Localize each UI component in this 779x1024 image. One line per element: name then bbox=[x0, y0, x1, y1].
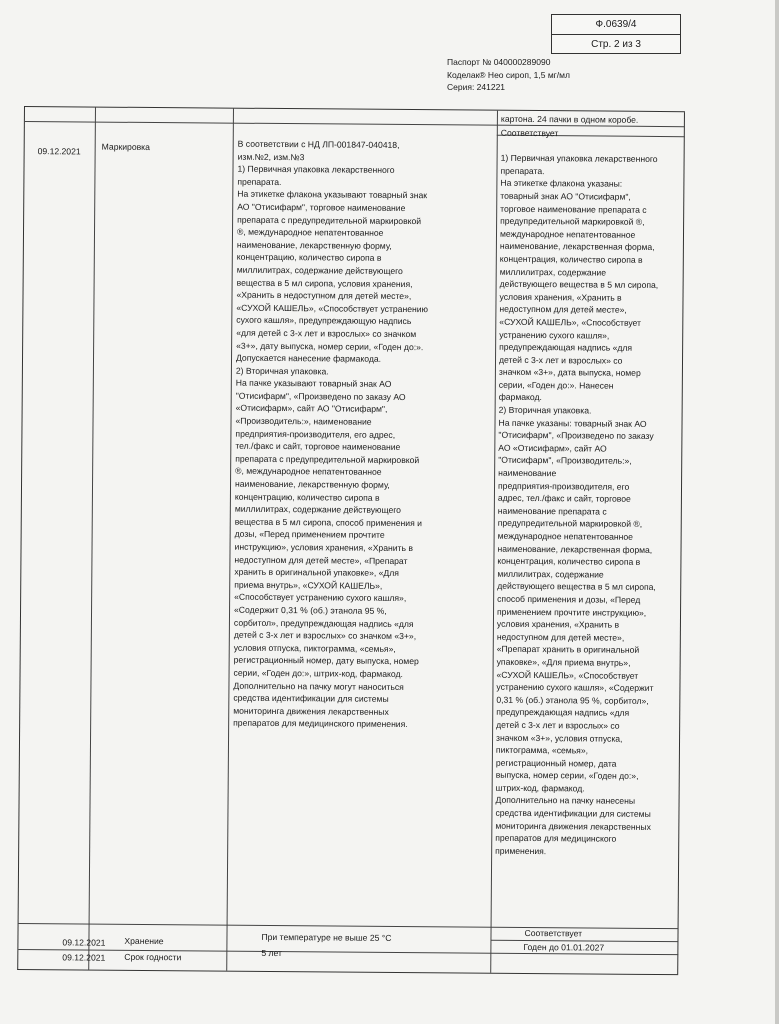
row-indicator: Хранение bbox=[124, 935, 164, 947]
text-line: условия хранения, «Хранить в bbox=[496, 618, 620, 630]
text-line: мониторинга движения лекарственных bbox=[233, 705, 389, 717]
text-line: недоступном для детей месте», bbox=[496, 631, 625, 643]
text-line: На пачке указаны: товарный знак АО bbox=[498, 417, 647, 429]
text-line: "Отисифарм", «Производитель:», bbox=[498, 455, 632, 467]
text-line: пиктограмма, «семья», bbox=[495, 744, 589, 756]
result-text bbox=[495, 127, 659, 859]
text-line: инструкцию», условия хранения, «Хранить в bbox=[234, 541, 413, 554]
text-line: 2) Вторичная упаковка. bbox=[498, 404, 592, 416]
text-line: «3+», дату выпуска, номер серии, «Годен до:». bbox=[236, 340, 424, 352]
text-line: наименование, лекарственную форму, bbox=[235, 478, 390, 490]
text-line: На этикетке флакона указаны: bbox=[500, 178, 623, 190]
norm-text: При температуре не выше 25 °С bbox=[261, 931, 392, 943]
text-line: Дополнительно на пачку нанесены bbox=[495, 795, 636, 807]
text-line: «Препарат хранить в оригинальной bbox=[496, 644, 640, 656]
text-line: вещества в 5 мл сиропа, способ применения и bbox=[234, 516, 422, 528]
text-line: приема внутрь», «СУХОЙ КАШЕЛЬ», bbox=[234, 579, 383, 591]
text-line: «Отисифарм», сайт АО "Отисифарм", bbox=[235, 403, 388, 415]
passport-header bbox=[447, 56, 570, 94]
text-line: «Содержит 0,31 % (об.) этанола 95 %, bbox=[234, 604, 387, 616]
col-divider bbox=[226, 109, 234, 971]
text-line: Дополнительно на пачку могут наноситься bbox=[233, 680, 404, 692]
text-line: 2) Вторичная упаковка. bbox=[235, 365, 329, 377]
text-line: средства идентификации для системы bbox=[233, 692, 389, 705]
text-line: препарата. bbox=[500, 165, 545, 176]
text-line: наименование, лекарственная форма, bbox=[497, 543, 653, 555]
text-line: способ применения и дозы, «Перед bbox=[497, 593, 641, 605]
passport-number: Паспорт № 040000289090 bbox=[447, 57, 551, 67]
text-line: препаратов для медицинского bbox=[495, 832, 617, 844]
result-text: Соответствует bbox=[524, 927, 583, 939]
row-date: 09.12.2021 bbox=[37, 146, 81, 157]
text-line: наименование, лекарственная форма, bbox=[499, 241, 655, 253]
results-table bbox=[17, 106, 685, 975]
text-line: сухого кашля», предупреждающую надпись bbox=[236, 314, 412, 327]
text-line: регистрационный номер, дата bbox=[495, 757, 617, 769]
text-line: тел./факс и сайт, торговое наименование bbox=[235, 440, 401, 453]
text-line: На пачке указывают товарный знак АО bbox=[235, 377, 392, 390]
text-line: детей с 3-х лет и взрослых» со bbox=[496, 719, 620, 731]
row-date: 09.12.2021 bbox=[62, 937, 106, 948]
text-line: штрих-код, фармакод. bbox=[495, 782, 585, 794]
text-line: наименование bbox=[498, 467, 557, 479]
text-line: ®, международное непатентованное bbox=[236, 226, 384, 238]
row-indicator: Срок годности bbox=[124, 951, 182, 963]
text-line: 1) Первичная упаковка лекарственного bbox=[500, 152, 658, 165]
text-line: торговое наименование препарата с bbox=[500, 203, 647, 215]
text-line: условия отпуска, пиктограмма, «семья», bbox=[233, 642, 396, 654]
norm-text bbox=[233, 138, 429, 731]
text-line: миллилитрах, содержание действующего bbox=[234, 503, 402, 516]
form-code: Ф.0639/4 bbox=[552, 15, 680, 35]
text-line: международное непатентованное bbox=[499, 228, 636, 240]
text-line: Допускается нанесение фармакода. bbox=[235, 352, 382, 364]
text-line: устранению сухого кашля», bbox=[499, 329, 610, 341]
col-divider bbox=[88, 108, 96, 970]
text-line: препарата. bbox=[237, 176, 282, 187]
text-line: предприятия-производителя, его адрес, bbox=[235, 428, 396, 440]
text-line: концентрацию, количество сиропа в bbox=[234, 491, 380, 503]
text-line: сорбитол», предупреждающая надпись «для bbox=[233, 617, 414, 629]
text-line: Соответствует bbox=[500, 127, 559, 139]
text-line: концентрация, количество сиропа в bbox=[497, 555, 641, 568]
text-line: средства идентификации для системы bbox=[495, 807, 651, 820]
text-line: адрес, тел./факс и сайт, торговое bbox=[497, 492, 631, 504]
text-line: условия хранения, «Хранить в bbox=[499, 291, 622, 303]
text-line: «СУХОЙ КАШЕЛЬ», «Способствует устранению bbox=[236, 302, 429, 314]
text-line: концентрация, количество сиропа в bbox=[499, 253, 643, 265]
text-line: применением прочтите инструкцию», bbox=[497, 606, 647, 618]
text-line: предупредительной маркировкой ®, bbox=[500, 215, 645, 228]
text-line: «Хранить в недоступном для детей месте», bbox=[236, 289, 412, 302]
text-line: "Отисифарм", «Произведено по заказу bbox=[498, 429, 654, 442]
text-line: действующего вещества в 5 мл сиропа, bbox=[499, 278, 659, 291]
text-line: предупреждающая надпись «для bbox=[496, 707, 630, 719]
text-line: миллилитрах, содержание действующего bbox=[236, 264, 403, 276]
text-line: наименование препарата с bbox=[497, 505, 607, 517]
text-line: миллилитрах, содержание bbox=[499, 266, 607, 278]
text-line: упаковке», «Для приема внутрь», bbox=[496, 656, 631, 668]
text-line: значком «3+», дата выпуска, номер bbox=[498, 367, 641, 379]
text-line: «для детей с 3-х лет и взрослых» со значком bbox=[236, 327, 417, 339]
text-line: дозы, «Перед применением прочтите bbox=[234, 529, 385, 541]
product-name: Коделак® Нео сироп, 1,5 мг/мл bbox=[447, 69, 570, 80]
text-line: В соответствии с НД ЛП-001847-040418, bbox=[237, 138, 400, 150]
text-line: устранению сухого кашля», «Содержит bbox=[496, 681, 654, 694]
text-line: значком «3+», условия отпуска, bbox=[496, 732, 623, 744]
text-line: выпуска, номер серии, «Годен до:», bbox=[495, 770, 639, 782]
text-line: предупреждающая надпись «для bbox=[499, 341, 633, 353]
text-line: недоступном для детей месте», bbox=[499, 304, 627, 316]
text-line: препарата с предупредительной маркировкой bbox=[235, 453, 420, 465]
text-line: миллилитрах, содержание bbox=[497, 568, 604, 580]
text-line: детей с 3-х лет и взрослых» со bbox=[498, 354, 623, 366]
text-line: предупредительной маркировкой ®, bbox=[497, 518, 643, 530]
text-line: ®, международное непатентованное bbox=[235, 466, 382, 478]
text-line: АО «Отисифарм», сайт АО bbox=[498, 442, 607, 454]
text-line: действующего вещества в 5 мл сиропа, bbox=[497, 581, 656, 593]
text-line: изм.№2, изм.№3 bbox=[237, 151, 305, 162]
text-line: недоступном для детей месте», «Препарат bbox=[234, 554, 408, 566]
text-line: серии, «Годен до:». Нанесен bbox=[498, 379, 614, 391]
row-date: 09.12.2021 bbox=[62, 952, 106, 963]
expiry-date: Годен до 01.01.2027 bbox=[523, 941, 605, 953]
text-line: «Способствует устранению сухого кашля», bbox=[234, 592, 407, 604]
text-line: На этикетке флакона указывают товарный знак bbox=[237, 189, 428, 201]
text-line: АО "Отисифарм", торговое наименование bbox=[237, 201, 406, 213]
text-line: «СУХОЙ КАШЕЛЬ», «Способствует bbox=[499, 316, 642, 328]
series-number: Серия: 241221 bbox=[447, 82, 506, 92]
text-line: хранить в оригинальной упаковке», «Для bbox=[234, 566, 399, 579]
text-line: вещества в 5 мл сиропа, условия хранения, bbox=[236, 277, 413, 289]
text-line: «СУХОЙ КАШЕЛЬ», «Способствует bbox=[496, 669, 639, 681]
page-number: Стр. 2 из 3 bbox=[591, 39, 641, 50]
text-line: международное непатентованное bbox=[497, 530, 633, 542]
text-line: предприятия-производителя, его bbox=[497, 480, 630, 492]
text-line: «Производитель:», наименование bbox=[235, 415, 372, 427]
continuation-text: картона. 24 пачки в одном коробе. bbox=[500, 113, 639, 125]
text-line: наименование, лекарственную форму, bbox=[236, 239, 392, 251]
row-indicator: Маркировка bbox=[101, 141, 150, 152]
scan-edge bbox=[775, 0, 779, 1024]
text-line: регистрационный номер, дату выпуска, номер bbox=[233, 655, 419, 667]
text-line: применения. bbox=[495, 845, 547, 856]
text-line: препаратов для медицинского применения. bbox=[233, 717, 408, 730]
text-line: серии, «Годен до:», штрих-код, фармакод. bbox=[233, 667, 403, 679]
text-line: 0,31 % (об.) этанола 95 %, сорбитол», bbox=[496, 694, 649, 706]
table-right-border bbox=[677, 112, 685, 974]
text-line: товарный знак АО "Отисифарм", bbox=[500, 190, 631, 202]
text-line: фармакод. bbox=[498, 392, 542, 403]
text-line: препарата с предупредительной маркировкой bbox=[237, 214, 422, 226]
text-line: "Отисифарм", «Произведено по заказу АО bbox=[235, 390, 406, 402]
text-line: мониторинга движения лекарственных bbox=[495, 820, 651, 832]
text-line: детей с 3-х лет и взрослых» со значком «3+», bbox=[233, 629, 417, 642]
form-code-box bbox=[551, 14, 681, 54]
text-line bbox=[501, 139, 660, 153]
norm-text: 5 лет bbox=[261, 947, 283, 959]
text-line: концентрацию, количество сиропа в bbox=[236, 252, 382, 264]
text-line: 1) Первичная упаковка лекарственного bbox=[237, 163, 395, 176]
